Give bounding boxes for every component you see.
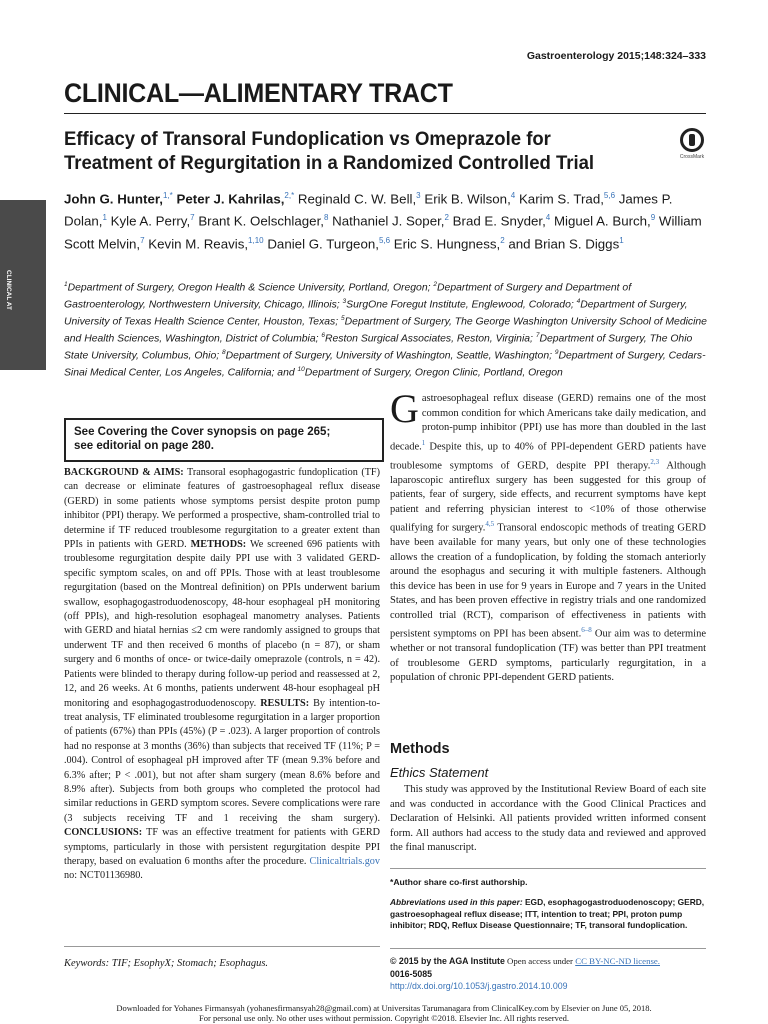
introduction	[390, 386, 706, 686]
author-name: Eric S. Hungness,	[393, 236, 501, 252]
affiliation-text: Department of Surgery, University of Texas Health Science Center, Houston, Texas;	[64, 299, 688, 328]
author-name: and Brian S. Diggs	[508, 236, 620, 252]
abbreviations-label: Abbreviations used in this paper:	[390, 897, 523, 907]
affiliation-text: Department of Surgery, Cedars-Sinai Medical Center, Los Angeles, California; and	[64, 350, 706, 379]
author-name: Brad E. Snyder,	[452, 213, 546, 229]
affiliation-number: 2	[433, 281, 438, 288]
trial-number: no: NCT01136980.	[64, 870, 143, 882]
cofirst-footnote: *Author share co-first authorship.	[390, 877, 528, 887]
author-name: Brant K. Oelschlager,	[198, 213, 324, 229]
keywords-rule	[64, 946, 380, 947]
methods-heading: Methods	[390, 741, 450, 757]
copyright-text: © 2015 by the AGA Institute	[390, 956, 505, 966]
abstract	[64, 466, 380, 884]
affiliation-text: Department of Surgery, Oregon Clinic, Portland, Oregon	[304, 367, 563, 379]
abstract-methods-text: We screened 696 patients with troublesome regurgitation despite daily PPI use with 3 validated GERD-specific symptom scales, on and off PPIs. Those with at least troublesome regurgitation (based on the Montreal definition) on PPIs underwent barium swallow, esophagogastroduodenoscopy, 48-hour esophageal pH monitoring (off PPIs), and high-resolution esophageal manometry analyses. Patients with GERD and hiatal hernias ≤2 cm were randomly assigned to groups that underwent TF and then received 6 months of placebo (n = 87), or sham surgery and 6 months of once- or twice-daily omeprazole (controls, n = 42). Patients were blinded to therapy during follow-up period and reassessed at 2, 12, and 26 weeks. At 6 months, patients underwent 48-hour esophageal pH monitoring and esophagogastroduodenoscopy.	[64, 539, 380, 709]
clinicaltrials-link[interactable]: Clinicaltrials.gov	[309, 855, 380, 867]
article-title	[64, 127, 634, 175]
author-name: Nathaniel J. Soper,	[332, 213, 445, 229]
abbreviations-footnote	[390, 897, 706, 932]
issn: 0016-5085	[390, 968, 433, 979]
author-name: Daniel G. Turgeon,	[267, 236, 379, 252]
ethics-subheading: Ethics Statement	[390, 765, 489, 780]
affiliation-number: 5	[341, 315, 345, 323]
abstract-background-label: BACKGROUND & AIMS:	[64, 467, 184, 478]
affiliation-number: 10	[297, 366, 305, 374]
affiliation-number: 9	[554, 349, 559, 357]
affiliation-number: 8	[222, 349, 226, 357]
author-affiliation-ref[interactable]: 4	[545, 213, 551, 223]
author-affiliation-ref[interactable]: 2,*	[284, 191, 295, 200]
affiliation-text: SurgOne Foregut Institute, Englewood, Colorado;	[346, 299, 577, 311]
intro-text-3: Although laparoscopic antireflux surgery has been suggested for this group of patients, fear of surgery, side effects, and recurrent symptoms have kept patient and referring physician interest to <10% of those otherwise qualifying for surgery.	[390, 460, 706, 534]
author-name: Peter J. Kahrilas,	[176, 191, 285, 207]
ethics-text: This study was approved by the Institutional Review Board of each site and was conducted in accordance with the Good Clinical Practices and Declaration of Helsinki. All patients provided written informed consent form. All authors had access to the study data and reviewed and approved the final manuscript.	[390, 784, 706, 853]
side-section-tab	[0, 200, 46, 370]
ref-link[interactable]: 6–8	[581, 626, 592, 634]
footnote-rule	[390, 868, 706, 869]
ref-link[interactable]: 1	[421, 438, 426, 447]
license-link[interactable]: CC BY-NC-ND license.	[575, 956, 660, 966]
section-rule	[64, 113, 706, 114]
abstract-results-label: RESULTS:	[260, 697, 310, 709]
copyright-line	[390, 955, 706, 968]
abstract-conclusions-text: TF was an effective treatment for patients with GERD symptoms, particularly in those with persistent regurgitation despite PPI therapy, based on evaluation 6 months after the procedure.	[64, 827, 380, 867]
cover-line-2: see editorial on page 280.	[74, 440, 214, 452]
affiliation-number: 4	[576, 298, 581, 306]
drop-cap: G	[390, 386, 419, 431]
crossmark-icon	[680, 128, 704, 152]
abstract-conclusions-label: CONCLUSIONS:	[64, 827, 143, 839]
author-affiliation-ref[interactable]: 9	[650, 213, 656, 223]
title-line-1: Efficacy of Transoral Fundoplication vs Omeprazole for	[64, 128, 551, 150]
author-affiliation-ref[interactable]: 1	[102, 213, 107, 223]
author-name: Kevin M. Reavis,	[148, 236, 249, 252]
journal-reference: Gastroenterology 2015;148:324–333	[526, 50, 706, 62]
cover-line-1: See Covering the Cover synopsis on page 265;	[74, 426, 331, 438]
affiliation-text: Department of Surgery and Department of Gastroenterology, Northwestern University, Chicago, Illinois;	[64, 282, 632, 311]
author-name: Erik B. Wilson,	[424, 191, 511, 207]
author-affiliation-ref[interactable]: 2	[444, 213, 449, 223]
author-name: William Scott Melvin,	[64, 213, 702, 252]
author-affiliation-ref[interactable]: 7	[190, 213, 195, 223]
download-notice	[0, 1003, 768, 1023]
download-line-2: For personal use only. No other uses without permission. Copyright ©2018. Elsevier Inc. All rights reserved.	[199, 1013, 569, 1023]
affiliation-number: 3	[342, 298, 347, 306]
abstract-results-text: By intention-to-treat analysis, TF eliminated troublesome regurgitation in a larger proportion of patients (67%) than PPIs (45%) (P = .023). A larger proportion of controls had no response at 3 months (36%) than subjects that received TF (11%; P = .004). Control of esophageal pH improved after TF (mean 9.3% before and 6.3% after; P < .001), but not after sham surgery (mean 8.6% before and 8.9% after). Subjects from both groups who completed the protocol had similar reductions in GERD symptom scores. Severe complications were rare (3 subjects receiving TF and 1 receiving the sham surgery).	[64, 697, 380, 824]
author-list	[64, 186, 714, 253]
author-affiliation-ref[interactable]: 1,10	[248, 235, 264, 245]
author-affiliation-ref[interactable]: 5,6	[378, 235, 391, 245]
open-access-text: Open access under	[504, 956, 576, 966]
abbreviations-text: EGD, esophagogastroduodenoscopy; GERD, gastroesophageal reflux disease; ITT, intention to treat; PPI, proton pump inhibitor; RDQ, Reflux Disease Questionnaire; TF, transoral fundoplication.	[390, 897, 705, 930]
intro-text-5: Our aim was to determine whether or not transoral fundoplication (TF) was better than PPI treatment of troublesome GERD symptoms, particularly regurgitation, in a population of chronic PPI-dependent GERD patients.	[390, 628, 706, 683]
affiliations	[64, 278, 712, 380]
copyright-rule	[390, 948, 706, 949]
title-line-2: Treatment of Regurgitation in a Randomized Controlled Trial	[64, 152, 595, 174]
author-name: Reginald C. W. Bell,	[297, 191, 417, 207]
cover-synopsis-box	[64, 418, 384, 462]
intro-text-4: Transoral endoscopic methods of treating GERD have been available for many years, but only one of these technologies allows the creation of a fundoplication, by folding the stomach anteriorly around the esophagus and securing it with multiple fasteners. Although this device has been in use for 9 years in Europe and 7 years in the United States, and has been proven effective in registry trials and one randomized controlled trial (RCT), comparison of effectiveness in patients with persistent symptoms on PPI has been absent.	[390, 522, 706, 640]
affiliation-text: Reston Surgical Associates, Reston, Virginia;	[325, 333, 536, 345]
author-name: Kyle A. Perry,	[110, 213, 191, 229]
affiliation-text: Department of Surgery, The George Washington University School of Medicine and Health Sciences, Washington, District of Columbia;	[64, 316, 707, 345]
doi-link[interactable]: http://dx.doi.org/10.1053/j.gastro.2014.10.009	[390, 981, 568, 991]
affiliation-text: Department of Surgery, University of Washington, Seattle, Washington;	[225, 350, 555, 362]
intro-text-1: astroesophageal reflux disease (GERD) remains one of the most common condition for which Americans take daily medication, and proton-pump inhibitor (PPI) use has more than doubled in the last decade.	[390, 393, 706, 452]
author-affiliation-ref[interactable]: 4	[510, 191, 516, 200]
keywords: Keywords: TIF; EsophyX; Stomach; Esophagus.	[64, 958, 269, 969]
author-name: James P. Dolan,	[64, 191, 673, 229]
crossmark-label: CrossMark	[679, 154, 705, 160]
abstract-methods-label: METHODS:	[190, 539, 247, 551]
author-name: Karim S. Trad,	[518, 191, 604, 207]
author-name: John G. Hunter,	[64, 191, 163, 207]
ref-link[interactable]: 4,5	[485, 520, 495, 528]
author-affiliation-ref[interactable]: 3	[416, 191, 421, 200]
affiliation-number: 1	[64, 281, 68, 288]
crossmark-badge[interactable]	[676, 128, 708, 160]
abstract-background-text: Transoral esophagogastric fundoplication (TF) can decrease or eliminate features of gastroesophageal reflux disease (GERD) in some patients whose symptoms persist despite proton pump inhibitor (PPI) therapy. We performed a prospective, sham-controlled trial to determine if TF reduced troublesome regurgitation to a greater extent than PPIs in patients with GERD.	[64, 467, 380, 551]
download-line-1: Downloaded for Yohanes Firmansyah (yohanesfirmansyah28@gmail.com) at Universitas Tarumanagara from ClinicalKey.com by Elsevier on June 05, 2018.	[116, 1003, 652, 1013]
author-affiliation-ref[interactable]: 5,6	[603, 191, 616, 200]
author-affiliation-ref[interactable]: 8	[323, 213, 329, 223]
ref-link[interactable]: 2,3	[650, 457, 660, 466]
affiliation-number: 7	[535, 332, 540, 340]
author-name: Miguel A. Burch,	[553, 213, 651, 229]
author-affiliation-ref[interactable]: 7	[140, 235, 145, 245]
side-tab-label: CLINICAL AT	[5, 270, 12, 310]
author-affiliation-ref[interactable]: 2	[500, 235, 505, 245]
copyright-block	[390, 955, 706, 993]
author-affiliation-ref[interactable]: 1,*	[163, 191, 173, 200]
section-heading: CLINICAL—ALIMENTARY TRACT	[64, 78, 453, 108]
affiliation-text: Department of Surgery, The Ohio State University, Columbus, Ohio;	[64, 333, 693, 362]
intro-text-2: Despite this, up to 40% of PPI-dependent GERD patients have troublesome symptoms of GERD, despite PPI therapy.	[390, 441, 706, 471]
affiliation-number: 6	[321, 332, 326, 340]
author-affiliation-ref[interactable]: 1	[619, 235, 624, 245]
affiliation-text: Department of Surgery, Oregon Health & Science University, Portland, Oregon;	[67, 282, 434, 294]
